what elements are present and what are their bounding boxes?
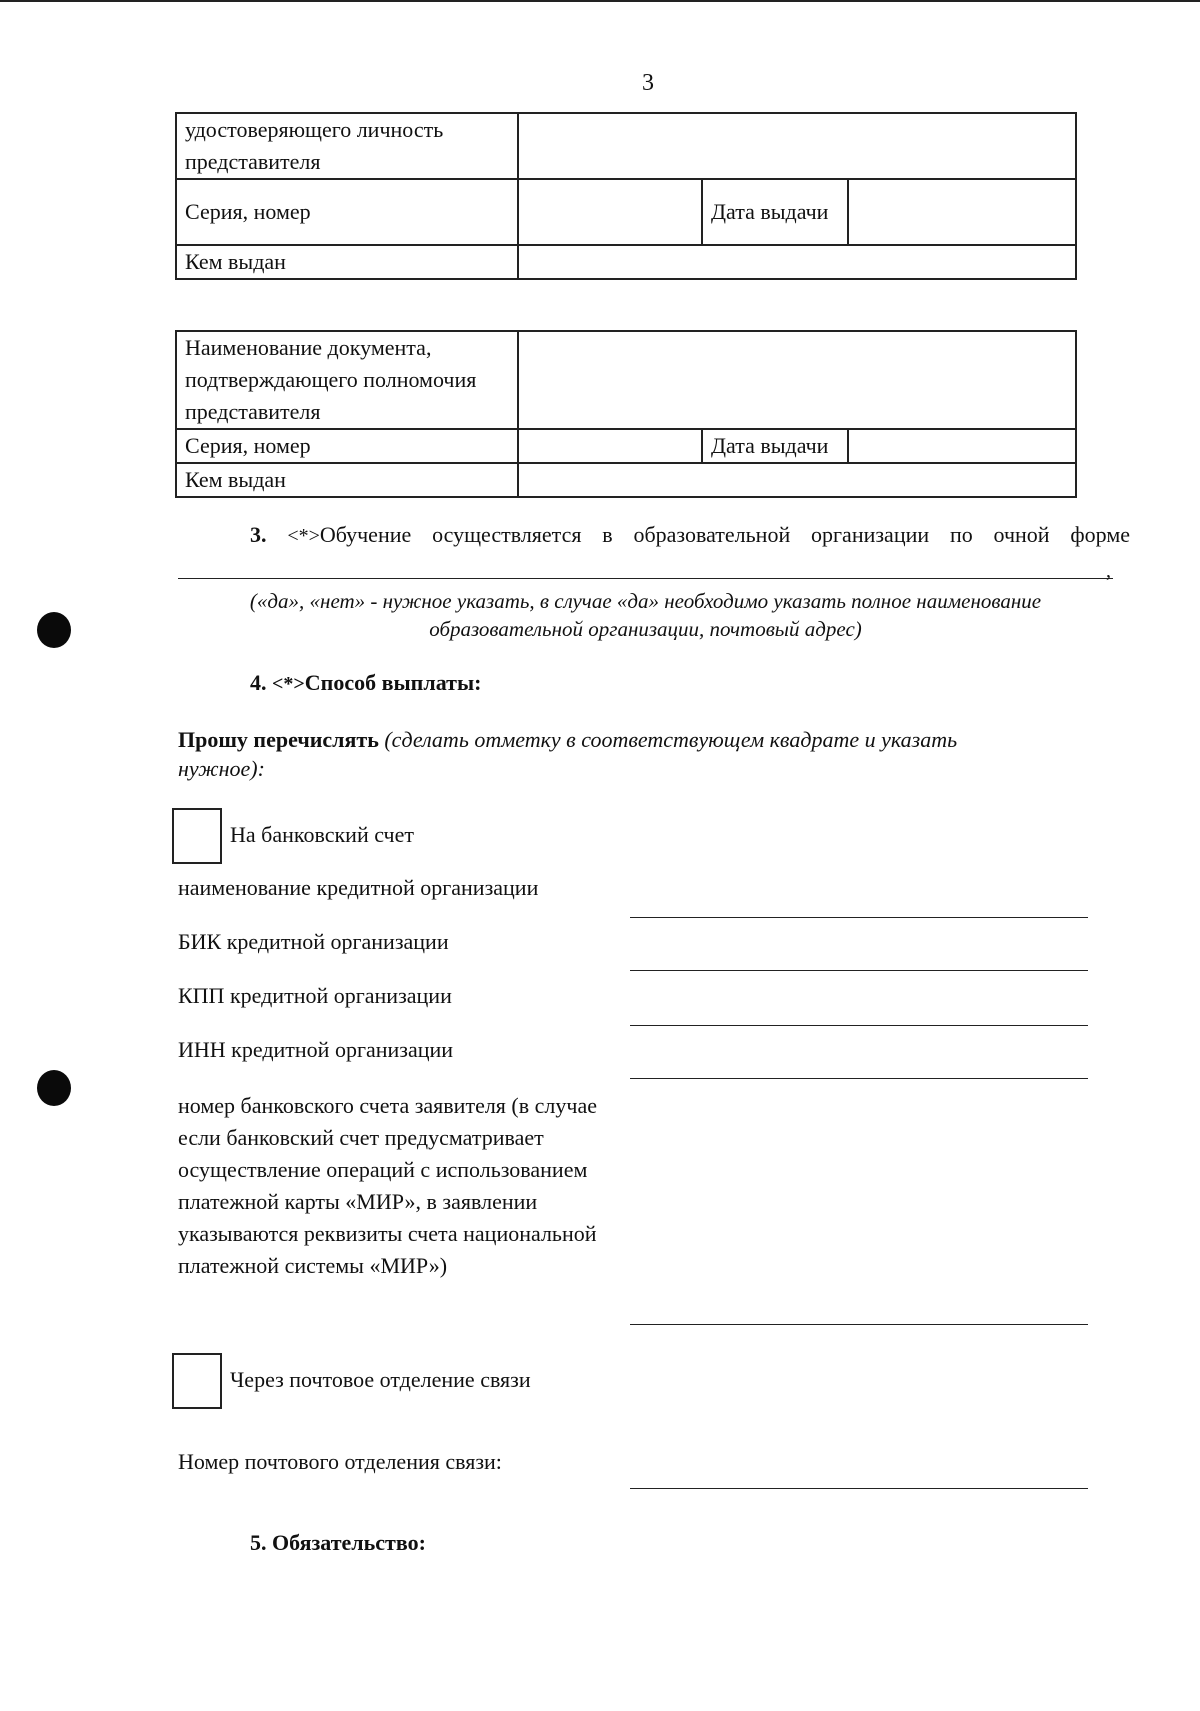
- section-3-marker: <*>: [287, 525, 320, 547]
- section-3-answer-line[interactable]: [178, 578, 1113, 579]
- section-5-number: 5.: [250, 1530, 267, 1555]
- representative-id-table: [175, 112, 1077, 280]
- account-number-label: номер банковского счета заявителя (в случае если банковский счет предусматривает осуществление операций с использованием платежной карты «МИР», в заявлении указываются реквизиты счета национальной платежной системы «МИР»): [178, 1093, 597, 1278]
- rep-auth-issue-date-label: Дата выдачи: [702, 429, 848, 463]
- section-3-line-end: ,: [1106, 560, 1111, 582]
- bank-name-line[interactable]: [630, 917, 1088, 918]
- section-4-heading: [250, 670, 481, 696]
- section-3-number: 3.: [250, 522, 267, 547]
- representative-authority-table: [175, 330, 1077, 498]
- rep-id-issue-date-value[interactable]: [848, 179, 1076, 245]
- punch-hole-top: [37, 612, 71, 648]
- section-5-heading: [250, 1530, 426, 1556]
- kpp-line[interactable]: [630, 1025, 1088, 1026]
- rep-id-series-value[interactable]: [518, 179, 702, 245]
- rep-id-series-label: Серия, номер: [176, 179, 518, 245]
- bank-account-option-label: На банковский счет: [230, 822, 414, 847]
- post-office-number-label: Номер почтового отделения связи:: [178, 1449, 502, 1474]
- bik-label: БИК кредитной организации: [178, 929, 449, 954]
- rep-id-doc-label: удостоверяющего личность представителя: [176, 113, 518, 179]
- rep-auth-issued-by-label: Кем выдан: [176, 463, 518, 497]
- rep-id-issued-by-label: Кем выдан: [176, 245, 518, 279]
- section-3-hint: («да», «нет» - нужное указать, в случае «да» необходимо указать полное наименование образовательной организации, почтовый адрес): [249, 589, 1042, 641]
- section-4-marker: <*>: [272, 673, 305, 695]
- page-number: 3: [642, 70, 654, 96]
- bank-name-label: наименование кредитной организации: [178, 875, 539, 900]
- section-5-title: Обязательство:: [272, 1530, 426, 1555]
- rep-auth-issue-date-value[interactable]: [848, 429, 1076, 463]
- rep-id-issued-by-value[interactable]: [518, 245, 1076, 279]
- rep-id-doc-value[interactable]: [518, 113, 1076, 179]
- rep-auth-series-value[interactable]: [518, 429, 702, 463]
- inn-line[interactable]: [630, 1078, 1088, 1079]
- scan-top-edge: [0, 0, 1200, 2]
- section-4-number: 4.: [250, 670, 267, 695]
- post-office-checkbox[interactable]: [172, 1353, 222, 1409]
- kpp-label: КПП кредитной организации: [178, 983, 452, 1008]
- inn-label: ИНН кредитной организации: [178, 1037, 454, 1062]
- payment-request: [178, 725, 998, 783]
- rep-id-issue-date-label: Дата выдачи: [702, 179, 848, 245]
- bik-line[interactable]: [630, 970, 1088, 971]
- rep-auth-series-label: Серия, номер: [176, 429, 518, 463]
- request-bold: Прошу перечислять: [178, 727, 379, 752]
- punch-hole-bottom: [37, 1070, 71, 1106]
- account-number-line[interactable]: [630, 1324, 1088, 1325]
- section-3-paragraph: [250, 522, 1130, 548]
- request-italic: (сделать отметку в соответствующем квадрате и указать нужное):: [178, 727, 958, 781]
- section-4-title: Способ выплаты:: [304, 670, 482, 695]
- bank-account-checkbox[interactable]: [172, 808, 222, 864]
- post-office-option-label: Через почтовое отделение связи: [230, 1367, 531, 1392]
- rep-auth-doc-label: Наименование документа, подтверждающего полномочия представителя: [176, 331, 518, 429]
- post-office-number-line[interactable]: [630, 1488, 1088, 1489]
- section-3-text: Обучение осуществляется в образовательной организации по очной форме: [319, 522, 1130, 547]
- rep-auth-issued-by-value[interactable]: [518, 463, 1076, 497]
- rep-auth-doc-value[interactable]: [518, 331, 1076, 429]
